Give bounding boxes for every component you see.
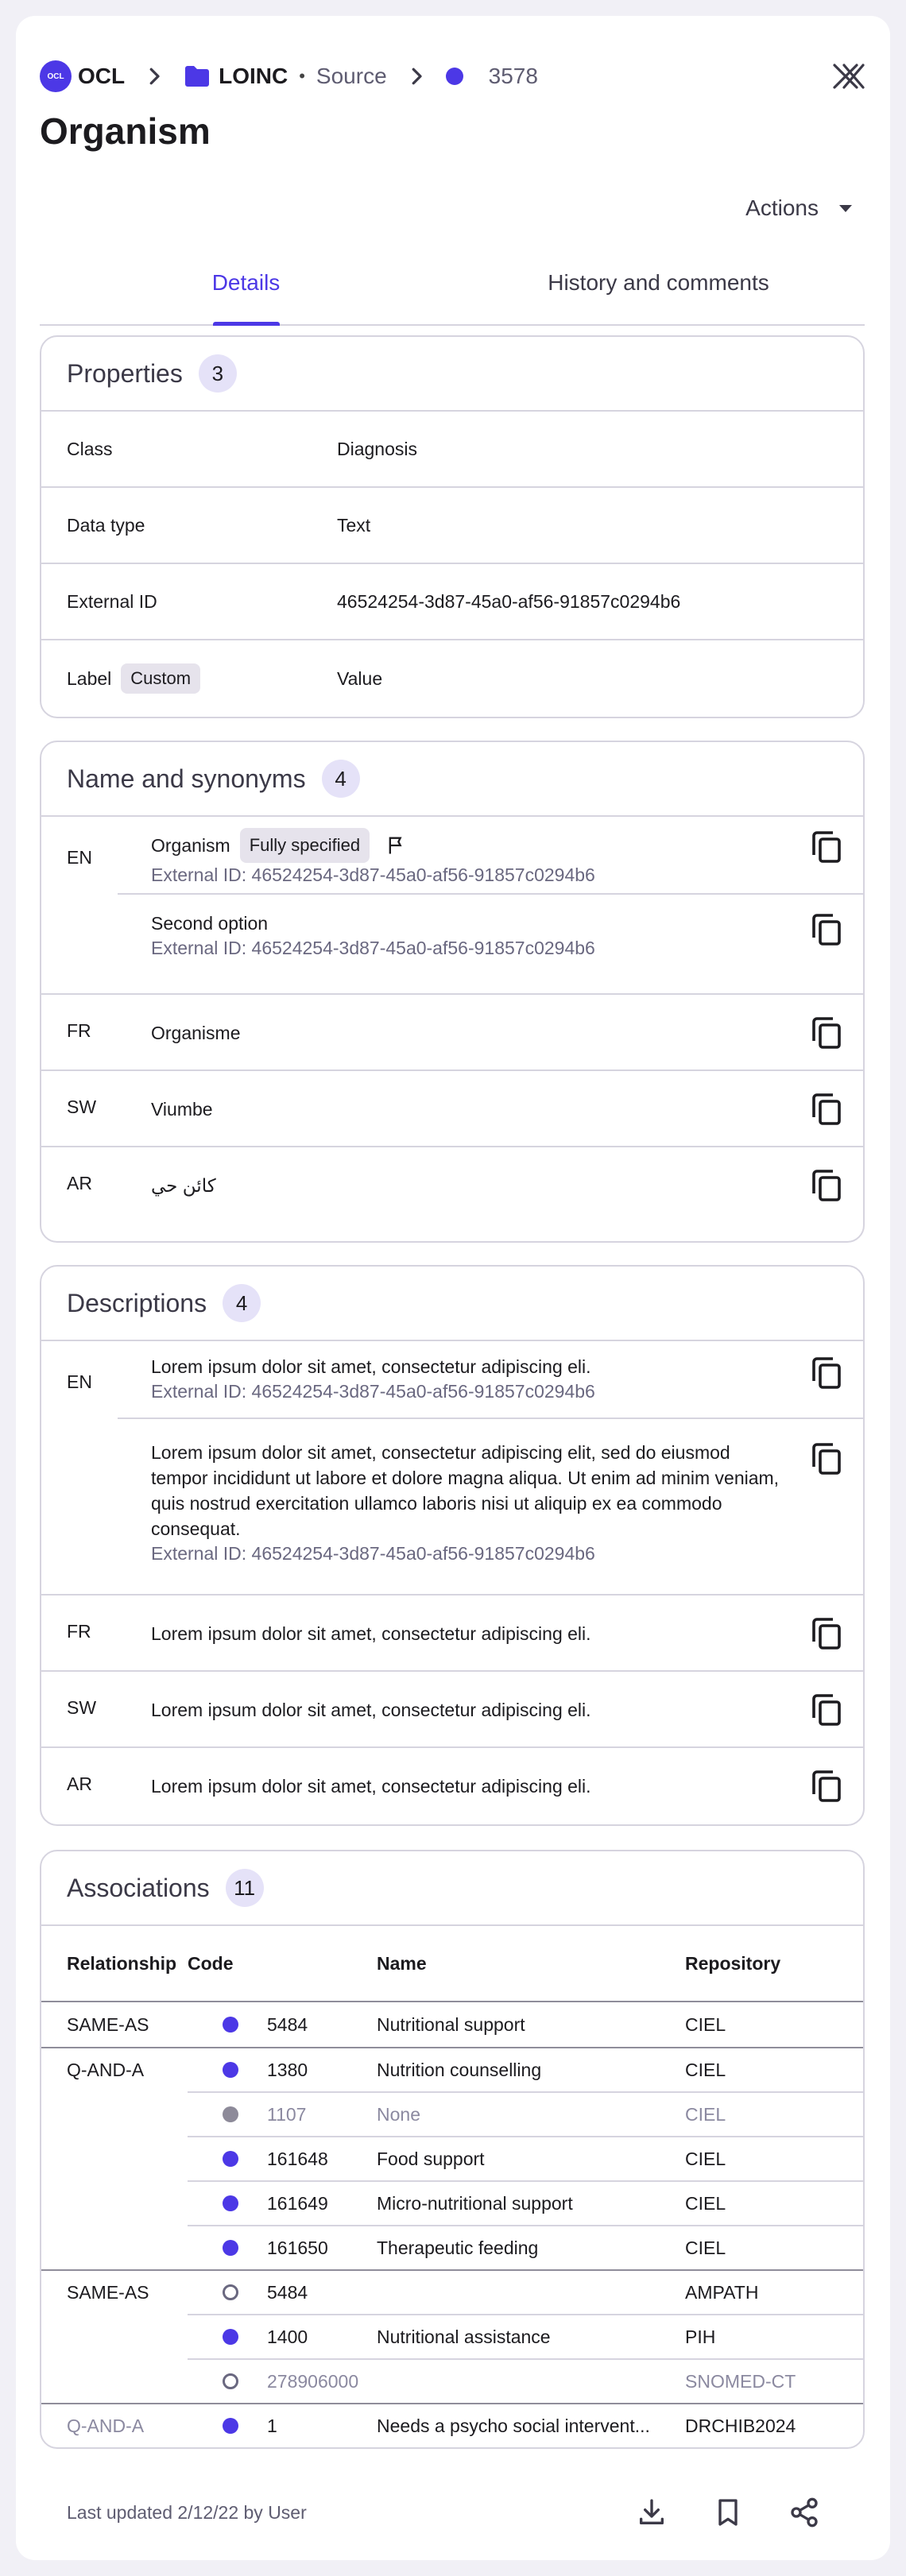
caret-down-icon — [839, 205, 852, 212]
name-cell: None — [377, 2103, 420, 2125]
locale-code: EN — [67, 847, 92, 868]
association-row[interactable] — [41, 2002, 863, 2047]
code-text: 1380 — [267, 2059, 308, 2080]
locale-code: SW — [67, 1097, 97, 1117]
repository-cell: SNOMED-CT — [685, 2370, 796, 2392]
repository-cell: CIEL — [685, 2013, 726, 2035]
description-entry — [118, 1418, 863, 1594]
breadcrumb-org[interactable] — [40, 60, 125, 92]
description-text: Lorem ipsum dolor sit amet, consectetur adipiscing elit, sed do eiusmod tempor incididunt ut labore et dolore magna aliqua. Ut enim ad minim veniam, quis nostrud exercitation ullamco laboris nisi ut aliquip ex ea commodo consequat. — [151, 1442, 780, 1539]
code-text: 161650 — [267, 2237, 328, 2258]
breadcrumb-source-type: Source — [316, 64, 387, 88]
repository-cell: AMPATH — [685, 2281, 759, 2303]
column-header-code: Code — [188, 1952, 234, 1974]
concept-detail-panel — [16, 16, 890, 2560]
repository-cell: DRCHIB2024 — [685, 2415, 796, 2436]
chevron-right-icon — [405, 64, 428, 88]
property-key: Data type — [67, 514, 145, 536]
locale-code: SW — [67, 1697, 97, 1718]
code-cell[interactable] — [188, 2327, 377, 2348]
names-card — [40, 741, 865, 1243]
repository-cell: CIEL — [685, 2059, 726, 2080]
breadcrumb — [40, 60, 866, 92]
names-header — [41, 742, 863, 817]
property-value: Text — [337, 514, 371, 536]
associations-table-header — [41, 1926, 863, 2002]
name-cell: Micro-nutritional support — [377, 2192, 573, 2214]
locale-code: AR — [67, 1773, 92, 1794]
copy-icon[interactable] — [807, 1014, 846, 1052]
property-value: 46524254-3d87-45a0-af56-91857c0294b6 — [337, 590, 681, 612]
ocl-logo-icon: OCL — [40, 60, 72, 92]
relationship-cell: SAME-AS — [67, 2013, 149, 2035]
relationship-cell: SAME-AS — [67, 2281, 149, 2303]
relationship-cell: Q-AND-A — [67, 2415, 145, 2436]
code-text: 161649 — [267, 2192, 328, 2214]
association-row[interactable] — [41, 2269, 863, 2314]
concept-dot-icon — [223, 2151, 238, 2167]
name-entry — [118, 995, 863, 1071]
association-row[interactable] — [41, 2047, 863, 2091]
description-text: Lorem ipsum dolor sit amet, consectetur adipiscing eli. — [151, 1700, 591, 1720]
name-entry — [118, 893, 863, 993]
copy-icon[interactable] — [807, 1166, 846, 1205]
name-group-ar — [41, 1147, 863, 1224]
associations-count-badge: 11 — [226, 1869, 264, 1907]
association-row[interactable] — [188, 2314, 863, 2358]
association-row[interactable] — [41, 2403, 863, 2447]
concept-dot-icon — [223, 2373, 238, 2389]
description-entry — [118, 1341, 863, 1418]
name-cell: Nutrition counselling — [377, 2059, 542, 2080]
locale-code: AR — [67, 1173, 92, 1193]
copy-icon[interactable] — [807, 1090, 846, 1128]
code-text: 1400 — [267, 2326, 308, 2347]
code-cell[interactable] — [188, 2371, 377, 2392]
associations-card — [40, 1850, 865, 2449]
repository-cell: CIEL — [685, 2192, 726, 2214]
property-row — [41, 488, 863, 564]
code-cell[interactable] — [188, 2149, 377, 2170]
description-entry — [118, 1595, 863, 1672]
repository-cell: CIEL — [685, 2237, 726, 2258]
description-text: Lorem ipsum dolor sit amet, consectetur adipiscing eli. — [151, 1356, 591, 1377]
actions-label: Actions — [745, 195, 819, 220]
repository-cell: CIEL — [685, 2148, 726, 2169]
code-text: 278906000 — [267, 2370, 359, 2392]
property-key-label: Label — [67, 667, 112, 689]
name-entry — [118, 817, 863, 893]
name-text: Organism — [151, 835, 230, 856]
custom-chip: Custom — [121, 663, 200, 694]
locale-code: FR — [67, 1621, 91, 1642]
name-cell: Needs a psycho social intervent... — [377, 2415, 650, 2436]
external-id: External ID: 46524254-3d87-45a0-af56-91857c0294b6 — [151, 1543, 595, 1564]
property-value: Diagnosis — [337, 438, 417, 459]
code-text: 5484 — [267, 2281, 308, 2303]
breadcrumb-source-label: LOINC — [219, 64, 288, 88]
association-row[interactable] — [188, 2358, 863, 2403]
description-entry — [118, 1748, 863, 1824]
description-entry — [118, 1672, 863, 1748]
concept-dot-icon — [223, 2062, 238, 2078]
names-title: Name and synonyms — [67, 764, 306, 793]
code-cell[interactable] — [188, 2238, 377, 2259]
description-group-sw — [41, 1672, 863, 1748]
description-group-fr — [41, 1595, 863, 1672]
concept-dot-icon — [223, 2017, 238, 2033]
breadcrumb-concept-id: 3578 — [488, 64, 538, 88]
concept-dot-icon — [223, 2418, 238, 2434]
code-cell[interactable] — [188, 2282, 377, 2303]
last-updated-text: Last updated 2/12/22 by User — [67, 2501, 307, 2523]
concept-dot-icon — [223, 2284, 238, 2300]
property-key: External ID — [67, 590, 157, 612]
locale-code: EN — [67, 1371, 92, 1392]
breadcrumb-org-label: OCL — [78, 64, 126, 88]
repository-cell: PIH — [685, 2326, 716, 2347]
properties-card — [40, 335, 865, 718]
flag-icon — [385, 834, 408, 857]
fully-specified-chip: Fully specified — [240, 828, 370, 863]
descriptions-count-badge: 4 — [223, 1284, 261, 1322]
name-group-fr — [41, 995, 863, 1071]
names-count-badge: 4 — [322, 760, 360, 798]
actions-menu-button[interactable] — [745, 195, 852, 221]
concept-dot-icon — [223, 2195, 238, 2211]
concept-dot-icon — [446, 68, 463, 85]
column-header-repository: Repository — [685, 1952, 781, 1974]
download-icon[interactable] — [636, 2497, 668, 2528]
name-cell: Therapeutic feeding — [377, 2237, 539, 2258]
code-cell[interactable] — [188, 2014, 377, 2036]
copy-icon[interactable] — [807, 1440, 846, 1478]
code-text: 161648 — [267, 2148, 328, 2169]
code-cell[interactable] — [188, 2415, 377, 2437]
properties-title: Properties — [67, 358, 183, 388]
code-cell[interactable] — [188, 2060, 377, 2081]
close-icon[interactable] — [831, 60, 866, 92]
tab-bar — [40, 254, 865, 326]
repository-cell: CIEL — [685, 2103, 726, 2125]
bookmark-icon[interactable] — [712, 2497, 744, 2528]
association-row[interactable] — [188, 2136, 863, 2180]
name-text: Second option — [151, 913, 269, 934]
property-row — [41, 412, 863, 488]
code-text: 1 — [267, 2415, 277, 2436]
external-id: External ID: 46524254-3d87-45a0-af56-91857c0294b6 — [151, 1381, 595, 1402]
column-header-name: Name — [377, 1952, 427, 1974]
associations-table-body — [41, 2002, 863, 2447]
name-group-sw — [41, 1071, 863, 1147]
name-text: Organisme — [151, 1023, 241, 1043]
copy-icon[interactable] — [807, 1615, 846, 1653]
code-cell[interactable] — [188, 2104, 377, 2125]
name-text: Viumbe — [151, 1099, 213, 1120]
association-row[interactable] — [188, 2091, 863, 2136]
property-key: Class — [67, 438, 113, 459]
name-entry — [118, 1071, 863, 1147]
descriptions-card — [40, 1265, 865, 1826]
code-text: 5484 — [267, 2013, 308, 2035]
property-key — [67, 663, 337, 694]
description-group-ar — [41, 1748, 863, 1824]
copy-icon[interactable] — [807, 1354, 846, 1392]
copy-icon[interactable] — [807, 1767, 846, 1805]
descriptions-header — [41, 1267, 863, 1341]
descriptions-title: Descriptions — [67, 1288, 207, 1317]
relationship-cell: Q-AND-A — [67, 2059, 145, 2080]
description-group-en — [41, 1341, 863, 1595]
external-id: External ID: 46524254-3d87-45a0-af56-91857c0294b6 — [151, 938, 595, 958]
tab-details[interactable]: Details — [40, 254, 452, 311]
property-row — [41, 564, 863, 640]
code-text: 1107 — [267, 2103, 307, 2125]
association-row[interactable] — [188, 2180, 863, 2225]
name-text: كائن حي — [151, 1175, 216, 1196]
name-group-en — [41, 817, 863, 995]
concept-dot-icon — [223, 2240, 238, 2256]
separator-dot: • — [299, 66, 305, 86]
copy-icon[interactable] — [807, 911, 846, 949]
properties-count-badge: 3 — [199, 354, 237, 393]
code-cell[interactable] — [188, 2193, 377, 2214]
description-text: Lorem ipsum dolor sit amet, consectetur adipiscing eli. — [151, 1776, 591, 1797]
name-cell: Food support — [377, 2148, 485, 2169]
associations-header — [41, 1851, 863, 1926]
locale-code: FR — [67, 1020, 91, 1041]
footer-bar — [40, 2482, 865, 2543]
property-value: Value — [337, 667, 383, 689]
associations-title: Associations — [67, 1873, 210, 1902]
breadcrumb-concept[interactable] — [446, 64, 538, 89]
name-entry — [118, 1147, 863, 1224]
folder-icon — [184, 65, 211, 87]
copy-icon[interactable] — [807, 1691, 846, 1729]
column-header-relationship: Relationship — [67, 1952, 177, 1974]
copy-icon[interactable] — [807, 828, 846, 866]
breadcrumb-source[interactable] — [184, 64, 387, 89]
name-cell: Nutritional assistance — [377, 2326, 551, 2347]
description-text: Lorem ipsum dolor sit amet, consectetur adipiscing eli. — [151, 1623, 591, 1644]
external-id: External ID: 46524254-3d87-45a0-af56-91857c0294b6 — [151, 864, 595, 885]
concept-dot-icon — [223, 2329, 238, 2345]
name-cell: Nutritional support — [377, 2013, 525, 2035]
concept-dot-icon — [223, 2106, 238, 2122]
property-row — [41, 640, 863, 717]
chevron-right-icon — [142, 64, 166, 88]
properties-header — [41, 337, 863, 412]
tab-history-and-comments[interactable]: History and comments — [548, 270, 769, 295]
page-title: Organism — [40, 110, 211, 152]
association-row[interactable] — [188, 2225, 863, 2269]
share-icon[interactable] — [788, 2497, 820, 2528]
